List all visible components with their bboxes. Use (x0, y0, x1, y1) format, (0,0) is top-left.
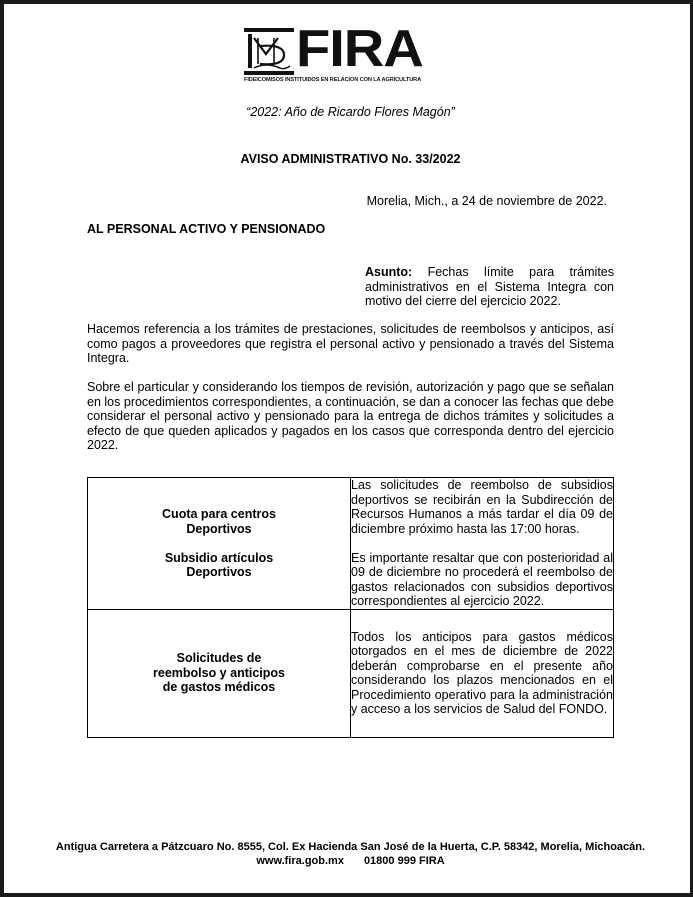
footer-phone: 01800 999 FIRA (363, 855, 445, 867)
subject-label: Asunto: (365, 265, 413, 279)
category-label: Solicitudes de reembolso y anticipos de gastos médicos (153, 651, 285, 695)
footer-address: Antigua Carretera a Pátzcuaro No. 8555, Col. Ex Hacienda San José de la Huerta, C.P. 58342, Morelia, Michoacán. (55, 841, 646, 853)
subject-text: Fechas límite para trámites administrativos en el Sistema Integra con motivo del cierre del ejercicio 2022. (365, 265, 614, 308)
document-title: AVISO ADMINISTRATIVO No. 33/2022 (240, 152, 461, 166)
paragraph-2: Sobre el particular y considerando los tiempos de revisión, autorización y pago que se señalan en los procedimientos correspondientes, a continuación, se dan a conocer las fechas que debe considerar el personal activo y pensionado para la entrega de dichos trámites y solicitudes a efecto de que queden aplicados y pagados en los casos que corresponda dentro del ejercicio 2022. (87, 380, 614, 452)
paragraph-1: Hacemos referencia a los trámites de prestaciones, solicitudes de reembolsos y anticipos, así como pagos a proveedores que registra el personal activo y pensionado a través del Sistema Integra. (87, 322, 614, 365)
table-row (88, 478, 614, 610)
fira-emblem-icon (244, 28, 294, 76)
footer (4, 840, 693, 868)
table-row (88, 609, 614, 737)
deadlines-table (87, 477, 614, 738)
date-line: Morelia, Mich., a 24 de noviembre de 2022. (366, 194, 607, 208)
category-label: Cuota para centros Deportivos (162, 507, 276, 536)
table-cell-category (88, 478, 351, 610)
footer-website: www.fira.gob.mx (256, 855, 344, 867)
table-cell-description: Todos los anticipos para gastos médicos otorgados en el mes de diciembre de 2022 deberán comprobarse en el presente año considerando los plazos mencionados en el Procedimiento operativo para la administración y acceso a los servicios de Salud del FONDO. (351, 609, 614, 737)
addressee: AL PERSONAL ACTIVO Y PENSIONADO (87, 222, 326, 236)
fira-logo (244, 20, 444, 86)
category-label: Subsidio artículos Deportivos (164, 550, 274, 579)
fira-wordmark: FIRA (296, 20, 423, 78)
subject-block (365, 265, 614, 309)
table-cell-category (88, 609, 351, 737)
logo-subtitle: FIDEICOMISOS INSTITUIDOS EN RELACION CON LA AGRICULTURA (244, 77, 422, 83)
table-cell-description: Las solicitudes de reembolso de subsidios deportivos se recibirán en la Subdirección de Recursos Humanos a más tardar el día 09 de diciembre próximo hasta las 17:00 horas. Es importante resaltar que con posterioridad al 09 de diciembre no procederá el reembolso de gastos relacionados con subsidios deportivos correspondientes al ejercicio 2022. (351, 478, 613, 608)
year-motto: “2022: Año de Ricardo Flores Magón” (246, 105, 455, 119)
